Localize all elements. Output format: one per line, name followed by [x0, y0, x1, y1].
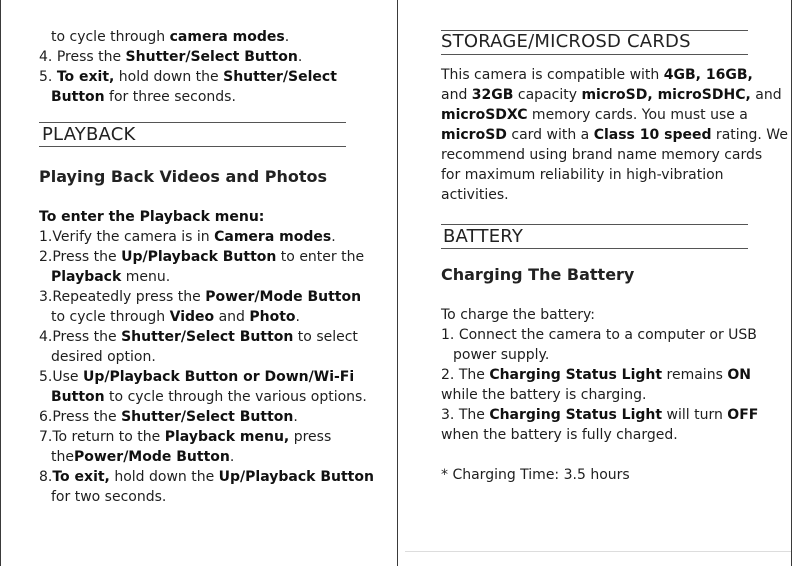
- battery-step-1-cont: power supply.: [453, 347, 550, 363]
- pb-step-5-cont: Button to cycle through the various options.: [51, 389, 367, 405]
- pb-step-7: 7.To return to the Playback menu, press: [39, 429, 332, 445]
- pb-step-2: 2.Press the Up/Playback Button to enter the: [39, 249, 365, 265]
- charging-time: * Charging Time: 3.5 hours: [441, 467, 630, 483]
- battery-step-2: 2. The Charging Status Light remains ON: [441, 367, 751, 383]
- section-title-battery: BATTERY: [443, 226, 524, 247]
- page-divider: [397, 0, 398, 566]
- battery-step-3-cont: when the battery is fully charged.: [441, 427, 678, 443]
- storage-line-1: This camera is compatible with 4GB, 16GB,: [441, 67, 753, 83]
- pb-step-4: 4.Press the Shutter/Select Button to select: [39, 329, 358, 345]
- storage-paragraph: [441, 65, 786, 205]
- pb-step-2-cont: Playback menu.: [51, 269, 171, 285]
- pb-step-8-cont: for two seconds.: [51, 489, 167, 505]
- battery-intro: To charge the battery:: [441, 307, 596, 323]
- storage-line-6: for maximum reliability in high-vibration: [441, 167, 724, 183]
- battery-step-2-cont: while the battery is charging.: [441, 387, 647, 403]
- battery-step-1: 1. Connect the camera to a computer or USB: [441, 327, 757, 343]
- step-5: 5. To exit, hold down the Shutter/Select: [39, 69, 337, 85]
- pb-step-3-cont: to cycle through Video and Photo.: [51, 309, 300, 325]
- bottom-rule: [405, 551, 791, 552]
- pb-step-3: 3.Repeatedly press the Power/Mode Button: [39, 289, 362, 305]
- step-5-cont: Button for three seconds.: [51, 89, 236, 105]
- storage-line-4: microSD card with a Class 10 speed rating. We: [441, 127, 788, 143]
- left-page-edge: [0, 0, 1, 566]
- playback-steps: [39, 207, 389, 507]
- intro-line: to cycle through camera modes.: [51, 29, 290, 45]
- section-title-playback: PLAYBACK: [42, 124, 136, 145]
- playback-rule-bottom: [39, 146, 346, 147]
- pb-step-1: 1.Verify the camera is in Camera modes.: [39, 229, 336, 245]
- pb-step-6: 6.Press the Shutter/Select Button.: [39, 409, 298, 425]
- subheading-playing-back: Playing Back Videos and Photos: [39, 167, 327, 186]
- storage-line-5: recommend using brand name memory cards: [441, 147, 763, 163]
- section-title-storage: STORAGE/MICROSD CARDS: [441, 31, 691, 52]
- storage-line-3: microSDXC memory cards. You must use a: [441, 107, 748, 123]
- pb-step-5: 5.Use Up/Playback Button or Down/Wi-Fi: [39, 369, 355, 385]
- pb-step-4-cont: desired option.: [51, 349, 156, 365]
- storage-rule-bottom: [441, 54, 748, 55]
- battery-step-3: 3. The Charging Status Light will turn OFF: [441, 407, 759, 423]
- subheading-charging: Charging The Battery: [441, 265, 635, 284]
- battery-rule-top: [441, 224, 748, 225]
- intro-steps: [39, 27, 389, 107]
- menu-heading: To enter the Playback menu:: [39, 209, 265, 225]
- pb-step-7-cont: thePower/Mode Button.: [51, 449, 235, 465]
- pb-step-8: 8.To exit, hold down the Up/Playback Button: [39, 469, 374, 485]
- storage-line-7: activities.: [441, 187, 509, 203]
- battery-steps: [441, 305, 786, 485]
- battery-rule-bottom: [441, 248, 748, 249]
- playback-rule-top: [39, 122, 346, 123]
- storage-line-2: and 32GB capacity microSD, microSDHC, and: [441, 87, 782, 103]
- step-4: 4. Press the Shutter/Select Button.: [39, 49, 303, 65]
